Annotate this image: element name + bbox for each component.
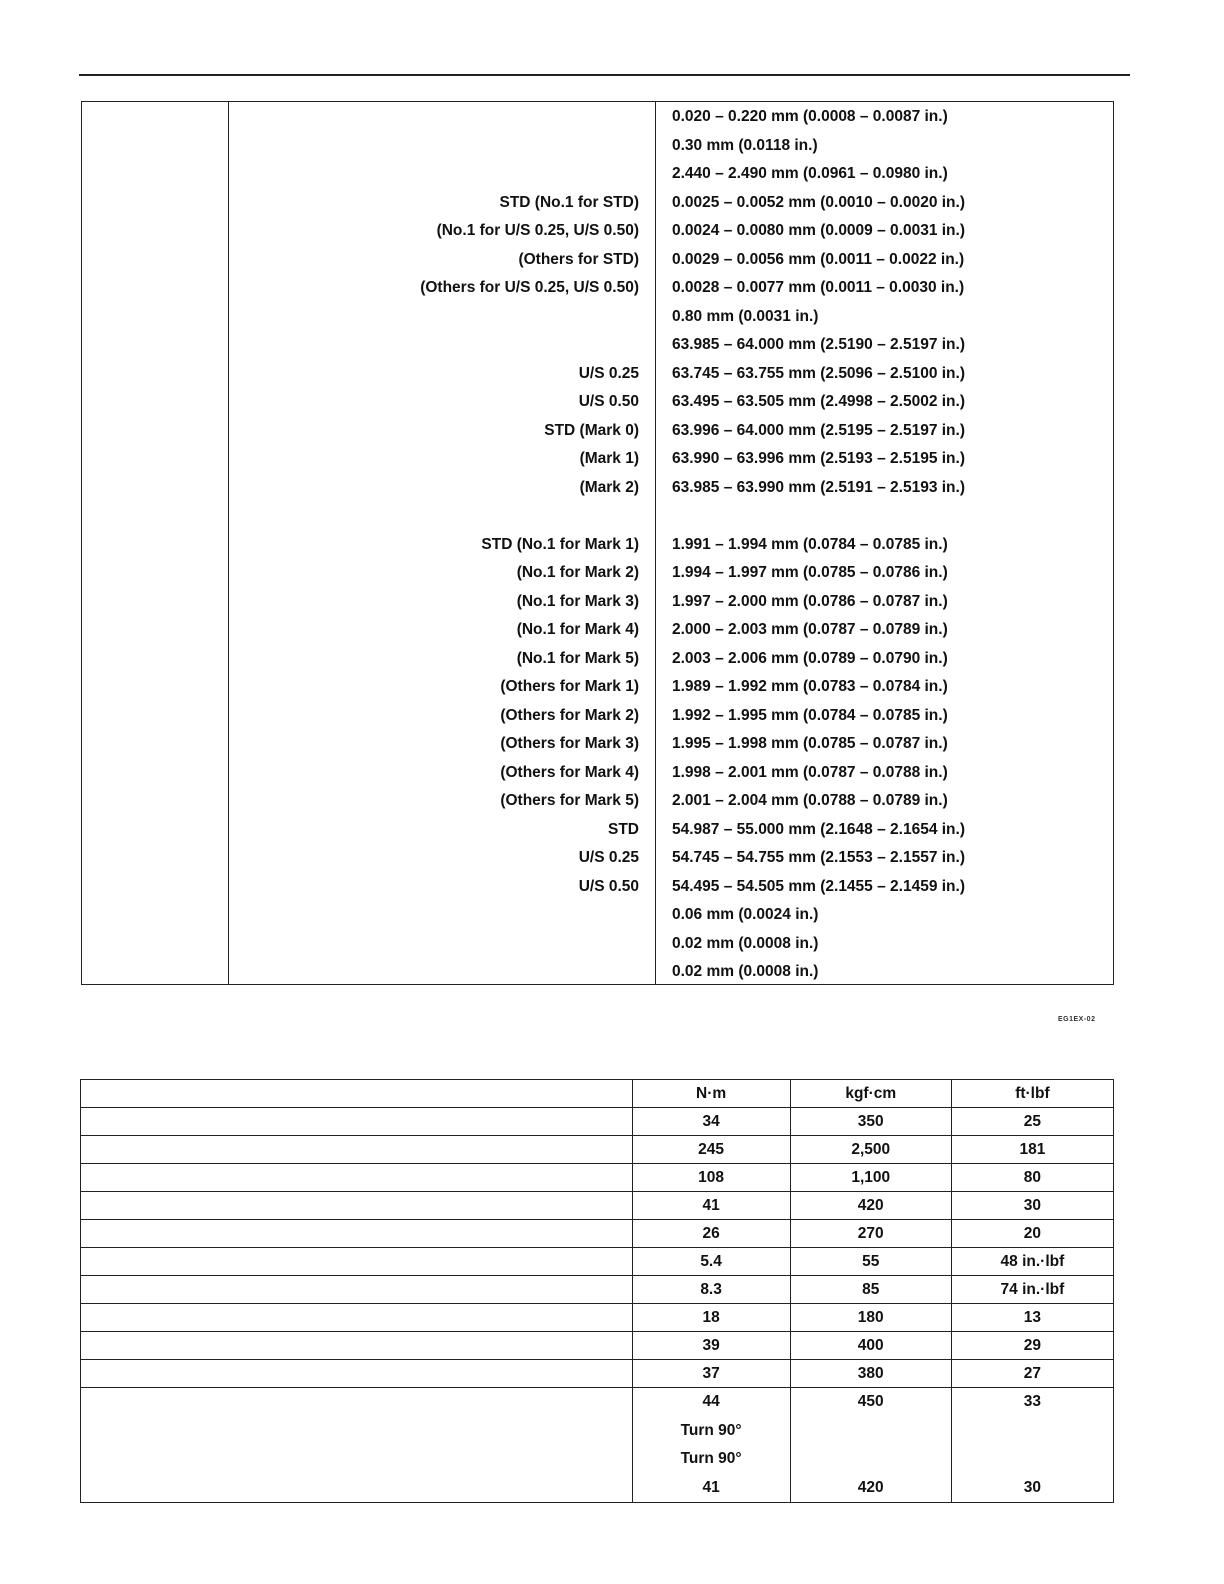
spec-row — [82, 417, 1113, 445]
torque-step-value: 30 — [1023, 1478, 1042, 1496]
torque-row — [81, 1220, 1114, 1248]
torque-table — [80, 1079, 1114, 1503]
torque-row — [81, 1192, 1114, 1220]
torque-cell-kgf: 400 — [790, 1332, 951, 1360]
torque-step-value: 41 — [702, 1478, 720, 1496]
torque-part-cell — [81, 1108, 633, 1136]
spec-row — [82, 901, 1113, 929]
spec-row — [82, 673, 1113, 701]
spec-condition: U/S 0.50 — [578, 393, 639, 410]
spec-row — [82, 645, 1113, 673]
torque-row-multi — [81, 1388, 1114, 1503]
torque-step-value: 450 — [857, 1393, 884, 1410]
torque-cell-nm: 245 — [632, 1136, 790, 1164]
torque-cell-ft: 80 — [951, 1164, 1113, 1192]
spec-value: 54.987 – 55.000 mm (2.1648 – 2.1654 in.) — [672, 820, 965, 838]
torque-cell-ft: 74 in.·lbf — [951, 1276, 1113, 1304]
spec-row — [82, 816, 1113, 844]
spec-condition: (No.1 for Mark 3) — [516, 592, 639, 610]
spec-row — [82, 445, 1113, 473]
spec-row — [82, 759, 1113, 787]
torque-step-value: 44 — [702, 1393, 720, 1410]
torque-step-value: Turn 90° — [680, 1450, 742, 1467]
spec-value: 54.495 – 54.505 mm (2.1455 – 2.1459 in.) — [672, 877, 965, 895]
spec-condition: (Mark 1) — [579, 450, 639, 467]
torque-cell-kgf: 55 — [790, 1248, 951, 1276]
spec-value: 1.998 – 2.001 mm (0.0787 – 0.0788 in.) — [672, 763, 948, 781]
torque-cell-kgf: 180 — [790, 1304, 951, 1332]
spec-table — [81, 101, 1114, 985]
spec-row — [82, 616, 1113, 644]
torque-step-value: 420 — [857, 1478, 884, 1496]
torque-cell-ft: 48 in.·lbf — [951, 1248, 1113, 1276]
spec-value: 1.991 – 1.994 mm (0.0784 – 0.0785 in.) — [672, 535, 948, 553]
torque-cell-nm: 18 — [632, 1304, 790, 1332]
spec-condition: (Others for U/S 0.25, U/S 0.50) — [420, 279, 639, 296]
spec-condition: (No.1 for Mark 4) — [516, 621, 639, 638]
spec-row — [82, 787, 1113, 815]
torque-header-nm: N·m — [632, 1080, 790, 1108]
torque-cell-nm: 37 — [632, 1360, 790, 1388]
torque-cell-nm: 26 — [632, 1220, 790, 1248]
torque-part-cell — [81, 1332, 633, 1360]
spec-value: 0.0028 – 0.0077 mm (0.0011 – 0.0030 in.) — [672, 279, 965, 296]
spec-row — [82, 502, 1113, 530]
spec-value: 1.992 – 1.995 mm (0.0784 – 0.0785 in.) — [672, 706, 948, 724]
spec-condition: (Others for Mark 2) — [500, 706, 639, 724]
spec-value: 63.495 – 63.505 mm (2.4998 – 2.5002 in.) — [672, 393, 965, 410]
spec-value: 0.30 mm (0.0118 in.) — [672, 136, 818, 154]
torque-cell-kgf: 270 — [790, 1220, 951, 1248]
torque-cell-ft: 181 — [951, 1136, 1113, 1164]
spec-value: 0.020 – 0.220 mm (0.0008 – 0.0087 in.) — [672, 108, 948, 125]
spec-condition: (Others for Mark 3) — [500, 735, 639, 752]
spec-value: 1.994 – 1.997 mm (0.0785 – 0.0786 in.) — [672, 564, 948, 581]
spec-value: 0.02 mm (0.0008 in.) — [672, 934, 819, 952]
spec-condition: STD (Mark 0) — [544, 421, 639, 439]
spec-value: 1.997 – 2.000 mm (0.0786 – 0.0787 in.) — [672, 592, 948, 610]
torque-cell-kgf: 85 — [790, 1276, 951, 1304]
spec-row — [82, 958, 1113, 986]
torque-row — [81, 1108, 1114, 1136]
torque-cell-nm: 5.4 — [632, 1248, 790, 1276]
spec-row — [82, 730, 1113, 758]
spec-value: 0.80 mm (0.0031 in.) — [672, 307, 819, 325]
torque-cell-nm: 39 — [632, 1332, 790, 1360]
spec-value: 63.985 – 64.000 mm (2.5190 – 2.5197 in.) — [672, 336, 965, 353]
spec-condition: (No.1 for Mark 2) — [516, 564, 639, 581]
torque-part-header — [81, 1080, 633, 1108]
spec-row — [82, 844, 1113, 872]
spec-value: 0.06 mm (0.0024 in.) — [672, 906, 819, 923]
torque-row — [81, 1164, 1114, 1192]
torque-part-cell — [81, 1276, 633, 1304]
spec-value: 63.985 – 63.990 mm (2.5191 – 2.5193 in.) — [672, 478, 965, 496]
torque-cell-nm: 34 — [632, 1108, 790, 1136]
spec-condition: U/S 0.50 — [578, 877, 639, 895]
torque-part-cell — [81, 1388, 633, 1503]
spec-row — [82, 217, 1113, 245]
spec-row — [82, 360, 1113, 388]
torque-header-kgf: kgf·cm — [790, 1080, 951, 1108]
torque-cell-kgf: 1,100 — [790, 1164, 951, 1192]
spec-value: 2.000 – 2.003 mm (0.0787 – 0.0789 in.) — [672, 621, 948, 638]
torque-row — [81, 1332, 1114, 1360]
torque-cell-ft: 20 — [951, 1220, 1113, 1248]
spec-condition: STD (No.1 for Mark 1) — [481, 535, 639, 553]
spec-row — [82, 531, 1113, 559]
figure-code: EG1EX-02 — [1058, 1016, 1096, 1023]
torque-cell-kgf: 380 — [790, 1360, 951, 1388]
spec-value: 2.440 – 2.490 mm (0.0961 – 0.0980 in.) — [672, 165, 948, 182]
spec-row — [82, 189, 1113, 217]
spec-value: 63.990 – 63.996 mm (2.5193 – 2.5195 in.) — [672, 450, 965, 467]
torque-cell-ft: 30 — [951, 1192, 1113, 1220]
spec-row — [82, 132, 1113, 160]
torque-part-cell — [81, 1164, 633, 1192]
torque-cell-kgf: 2,500 — [790, 1136, 951, 1164]
spec-row — [82, 559, 1113, 587]
torque-cell-ft — [951, 1388, 1113, 1503]
torque-part-cell — [81, 1136, 633, 1164]
torque-part-cell — [81, 1360, 633, 1388]
spec-condition: (Others for Mark 5) — [500, 792, 639, 809]
spec-value: 1.995 – 1.998 mm (0.0785 – 0.0787 in.) — [672, 735, 948, 752]
torque-cell-nm: 8.3 — [632, 1276, 790, 1304]
spec-condition: (No.1 for Mark 5) — [516, 649, 639, 667]
torque-header-ft: ft·lbf — [951, 1080, 1113, 1108]
torque-step-value — [952, 1445, 1113, 1474]
spec-value: 0.0025 – 0.0052 mm (0.0010 – 0.0020 in.) — [672, 193, 965, 211]
torque-cell-ft: 25 — [951, 1108, 1113, 1136]
torque-cell-kgf: 350 — [790, 1108, 951, 1136]
spec-row — [82, 588, 1113, 616]
torque-part-cell — [81, 1248, 633, 1276]
torque-header-row — [81, 1080, 1114, 1108]
torque-row — [81, 1276, 1114, 1304]
spec-value: 0.0029 – 0.0056 mm (0.0011 – 0.0022 in.) — [672, 250, 965, 268]
torque-step-value — [952, 1417, 1113, 1446]
torque-cell-nm — [632, 1388, 790, 1503]
spec-condition: (Others for Mark 4) — [500, 763, 639, 781]
spec-value: 63.996 – 64.000 mm (2.5195 – 2.5197 in.) — [672, 421, 965, 439]
spec-value: 2.001 – 2.004 mm (0.0788 – 0.0789 in.) — [672, 792, 948, 809]
torque-step-value: Turn 90° — [680, 1421, 742, 1439]
spec-condition: U/S 0.25 — [578, 364, 639, 382]
torque-cell-kgf: 420 — [790, 1192, 951, 1220]
spec-row — [82, 873, 1113, 901]
spec-condition: U/S 0.25 — [578, 849, 639, 866]
spec-row — [82, 331, 1113, 359]
spec-row — [82, 930, 1113, 958]
spec-row — [82, 160, 1113, 188]
spec-row — [82, 274, 1113, 302]
spec-condition: STD (No.1 for STD) — [499, 193, 639, 211]
spec-condition: (No.1 for U/S 0.25, U/S 0.50) — [436, 222, 639, 239]
torque-row — [81, 1304, 1114, 1332]
torque-part-cell — [81, 1192, 633, 1220]
spec-condition: (Mark 2) — [579, 478, 639, 496]
torque-step-value — [791, 1417, 951, 1446]
spec-value: 1.989 – 1.992 mm (0.0783 – 0.0784 in.) — [672, 678, 948, 695]
spec-row — [82, 388, 1113, 416]
spec-value: 54.745 – 54.755 mm (2.1553 – 2.1557 in.) — [672, 849, 965, 866]
torque-step-value — [791, 1445, 951, 1474]
spec-value: 63.745 – 63.755 mm (2.5096 – 2.5100 in.) — [672, 364, 965, 382]
spec-value: 0.02 mm (0.0008 in.) — [672, 963, 819, 980]
header-rule — [79, 74, 1130, 76]
spec-row — [82, 303, 1113, 331]
torque-cell-kgf — [790, 1388, 951, 1503]
torque-row — [81, 1136, 1114, 1164]
torque-cell-nm: 41 — [632, 1192, 790, 1220]
spec-row — [82, 246, 1113, 274]
torque-cell-nm: 108 — [632, 1164, 790, 1192]
torque-step-value: 33 — [1023, 1393, 1042, 1410]
torque-cell-ft: 13 — [951, 1304, 1113, 1332]
spec-value: 2.003 – 2.006 mm (0.0789 – 0.0790 in.) — [672, 649, 948, 667]
torque-cell-ft: 27 — [951, 1360, 1113, 1388]
spec-value: 0.0024 – 0.0080 mm (0.0009 – 0.0031 in.) — [672, 222, 965, 239]
spec-row — [82, 474, 1113, 502]
spec-row — [82, 702, 1113, 730]
torque-row — [81, 1248, 1114, 1276]
spec-condition: (Others for STD) — [518, 250, 639, 268]
spec-condition: (Others for Mark 1) — [500, 678, 639, 695]
torque-cell-ft: 29 — [951, 1332, 1113, 1360]
torque-part-cell — [81, 1304, 633, 1332]
torque-part-cell — [81, 1220, 633, 1248]
spec-condition: STD — [608, 820, 639, 838]
torque-row — [81, 1360, 1114, 1388]
spec-row — [82, 103, 1113, 131]
